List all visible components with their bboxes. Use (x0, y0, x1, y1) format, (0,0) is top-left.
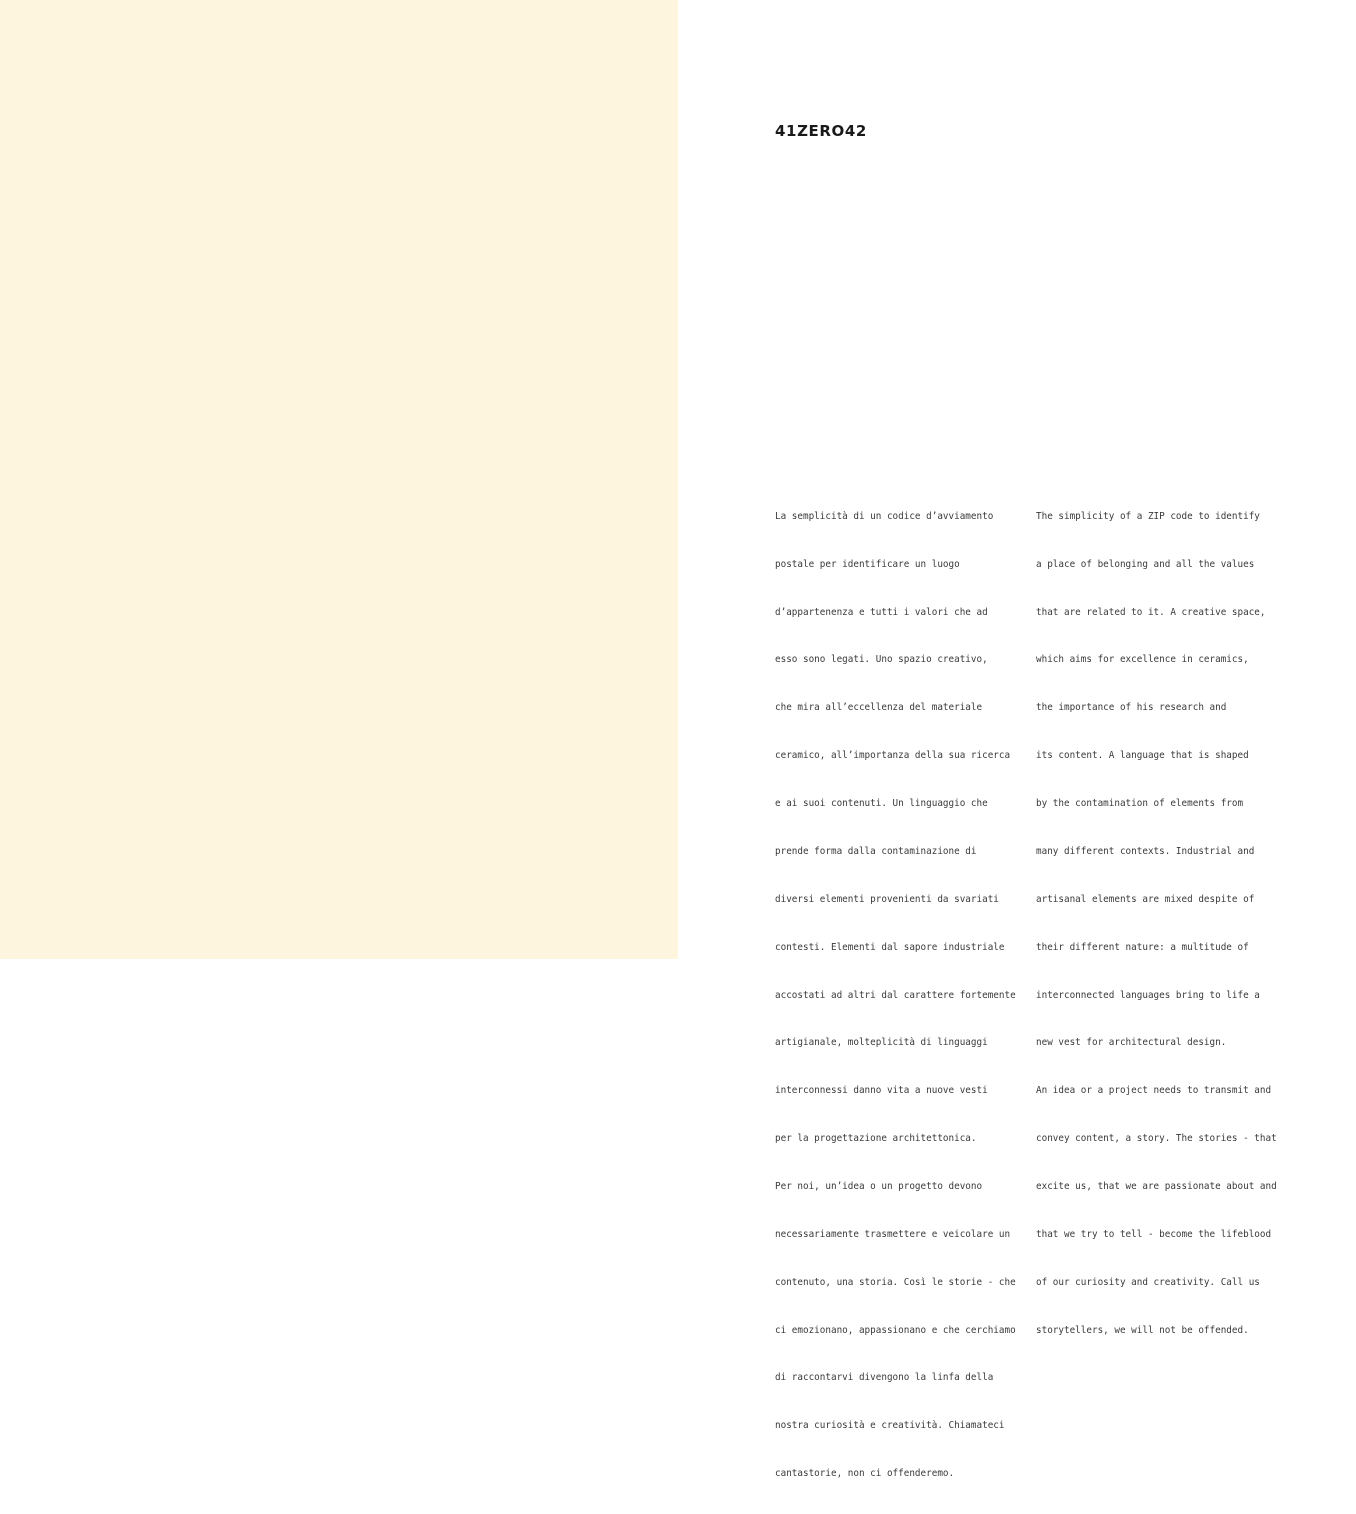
text-line: by the contamination of elements from (1036, 798, 1244, 810)
text-line: The simplicity of a ZIP code to identify (1036, 510, 1260, 522)
text-line: ci emozionano, appassionano e che cerchiamo (775, 1324, 1016, 1336)
italian-text-column (775, 477, 1015, 1514)
text-line: convey content, a story. The stories - that (1036, 1133, 1277, 1145)
english-text-column (1036, 477, 1276, 1370)
text-line: necessariamente trasmettere e veicolare un (775, 1228, 1011, 1240)
text-line: per la progettazione architettonica. (775, 1133, 977, 1145)
text-line: their different nature: a multitude of (1036, 941, 1249, 953)
text-line: nostra curiosità e creatività. Chiamateci (775, 1420, 1005, 1432)
text-line: che mira all’eccellenza del materiale (775, 702, 983, 714)
text-line: An idea or a project needs to transmit and (1036, 1085, 1272, 1097)
text-line: its content. A language that is shaped (1036, 750, 1249, 762)
text-line: postale per identificare un luogo (775, 558, 960, 570)
text-line: diversi elementi provenienti da svariati (775, 893, 999, 905)
text-line: excite us, that we are passionate about and (1036, 1180, 1277, 1192)
text-line: new vest for architectural design. (1036, 1037, 1227, 1049)
text-line: that are related to it. A creative space, (1036, 606, 1266, 618)
text-line: cantastorie, non ci offenderemo. (775, 1468, 955, 1480)
text-line: ceramico, all’importanza della sua ricerca (775, 750, 1011, 762)
text-line: e ai suoi contenuti. Un linguaggio che (775, 798, 988, 810)
left-page-color-panel (0, 0, 678, 959)
text-line: many different contexts. Industrial and (1036, 845, 1255, 857)
text-line: accostati ad altri dal carattere fortemente (775, 989, 1016, 1001)
text-line: esso sono legati. Uno spazio creativo, (775, 654, 988, 666)
text-line: d’appartenenza e tutti i valori che ad (775, 606, 988, 618)
text-line: artisanal elements are mixed despite of (1036, 893, 1255, 905)
text-line: of our curiosity and creativity. Call us (1036, 1276, 1260, 1288)
text-line: prende forma dalla contaminazione di (775, 845, 977, 857)
right-page (678, 0, 1356, 1480)
text-line: Per noi, un’idea o un progetto devono (775, 1180, 983, 1192)
text-line: storytellers, we will not be offended. (1036, 1324, 1249, 1336)
text-line: contenuto, una storia. Così le storie - che (775, 1276, 1016, 1288)
text-line: a place of belonging and all the values (1036, 558, 1255, 570)
text-line: contesti. Elementi dal sapore industriale (775, 941, 1005, 953)
text-line: La semplicità di un codice d’avviamento (775, 510, 994, 522)
text-line: artigianale, molteplicità di linguaggi (775, 1037, 988, 1049)
text-line: that we try to tell - become the lifeblood (1036, 1228, 1272, 1240)
text-line: which aims for excellence in ceramics, (1036, 654, 1249, 666)
text-line: di raccontarvi divengono la linfa della (775, 1372, 994, 1384)
text-line: the importance of his research and (1036, 702, 1227, 714)
brand-title: 41ZERO42 (775, 122, 867, 140)
text-line: interconnected languages bring to life a (1036, 989, 1260, 1001)
text-line: interconnessi danno vita a nuove vesti (775, 1085, 988, 1097)
